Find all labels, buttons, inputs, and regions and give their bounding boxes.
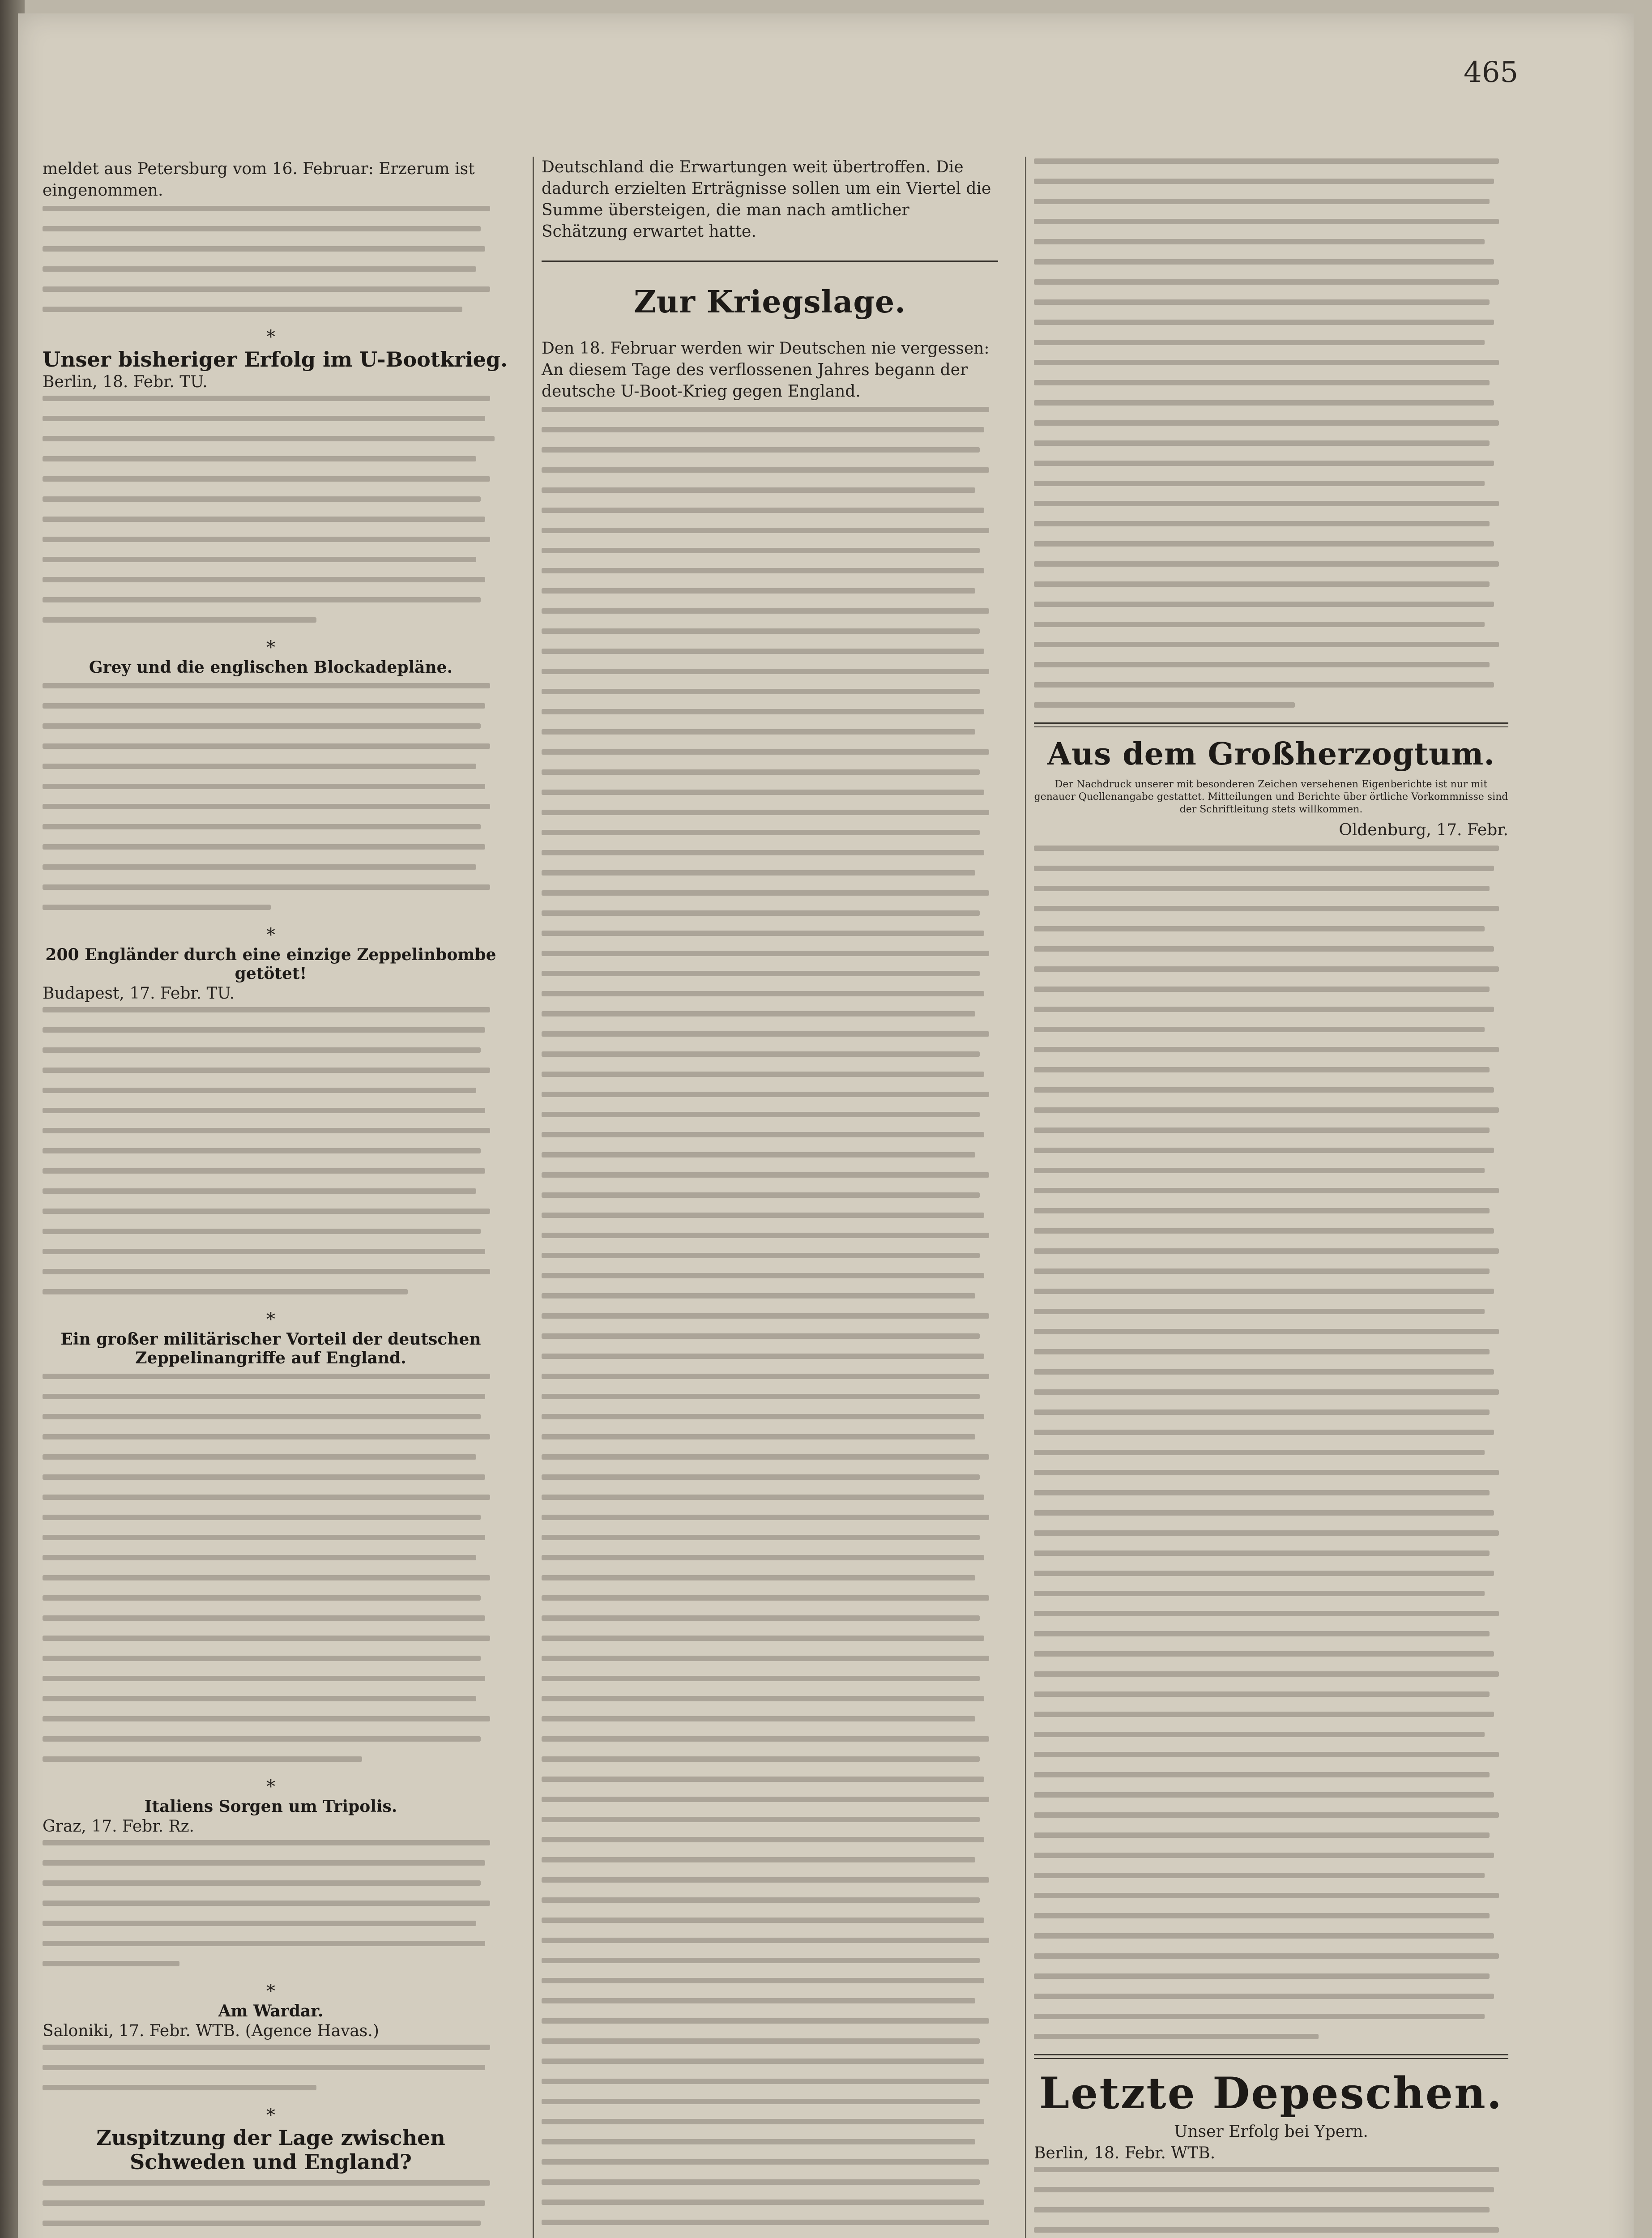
text-line: [43, 1696, 476, 1701]
text-line: [1034, 1128, 1490, 1133]
text-line: [1034, 219, 1499, 224]
text-line: [542, 649, 984, 654]
col2-intro: Deutschland die Erwartungen weit übertroffen. Die dadurch erzielten Erträgnisse sollen um ein Viertel die Summe übersteigen, die man nach amtlicher Schätzung erwartet hatte.: [542, 158, 991, 241]
text-line: [43, 266, 476, 272]
text-line: [1034, 602, 1494, 607]
text-line: [542, 1716, 975, 1721]
text-line: [542, 1454, 989, 1460]
text-line: [1034, 561, 1499, 567]
text-line: [43, 476, 490, 482]
text-line: [1034, 1047, 1499, 1052]
text-line: [1034, 1208, 1490, 1213]
col1-headline-tripolis: Italiens Sorgen um Tripolis.: [144, 1797, 397, 1816]
text-line: [43, 1007, 490, 1012]
text-line: [542, 931, 984, 936]
text-line: [542, 1374, 989, 1379]
text-line: [1034, 662, 1490, 667]
text-line: [43, 1128, 490, 1133]
text-line: [542, 1515, 989, 1520]
text-line: [1034, 866, 1494, 871]
text-line: [43, 723, 481, 729]
col1-intro: meldet aus Petersburg vom 16. Februar: Erzerum ist eingenommen.: [43, 160, 475, 200]
text-line: [43, 1495, 490, 1500]
text-line: [542, 991, 984, 996]
text-line: [43, 1636, 490, 1641]
text-line: [1034, 1430, 1494, 1435]
column-1: [43, 157, 508, 2238]
col2-headline-kriegslage: Zur Kriegslage.: [634, 284, 906, 320]
text-line: [1034, 1349, 1490, 1354]
text-line: [43, 905, 271, 910]
text-line: [43, 517, 485, 522]
text-line: [43, 1474, 485, 1480]
text-line: [43, 1434, 490, 1439]
text-line: [1034, 1510, 1494, 1516]
text-line: [1034, 299, 1490, 305]
text-line: [542, 1777, 984, 1782]
text-line: [43, 1515, 481, 1520]
text-line: [1034, 1087, 1494, 1093]
text-line: [542, 1897, 980, 1903]
text-line: [542, 1132, 984, 1137]
text-line: [43, 396, 490, 401]
text-line: [542, 427, 984, 432]
text-line: [43, 1289, 408, 1294]
text-line: [43, 764, 476, 769]
text-line: [542, 508, 984, 513]
text-line: [542, 2119, 984, 2124]
text-line: [542, 951, 989, 956]
separator-star: *: [266, 327, 275, 347]
text-line: [542, 1072, 984, 1077]
text-line: [542, 2179, 980, 2185]
text-line: [43, 206, 490, 211]
text-line: [542, 1394, 980, 1399]
text-line: [542, 1636, 984, 1641]
text-line: [1034, 461, 1494, 466]
text-line: [43, 1880, 481, 1886]
text-line: [542, 2139, 975, 2144]
text-line: [43, 2221, 481, 2226]
text-line: [43, 2200, 485, 2206]
text-line: [43, 246, 485, 252]
text-line: [43, 1108, 485, 1113]
text-line: [542, 1313, 989, 1319]
text-line: [1034, 1107, 1499, 1113]
text-line: [43, 226, 481, 231]
text-line: [1034, 906, 1499, 911]
separator-star: *: [266, 1981, 275, 2002]
text-line: [43, 416, 485, 421]
text-line: [1034, 158, 1499, 164]
col3-headline-depeschen: Letzte Depeschen.: [1039, 2068, 1503, 2118]
text-line: [542, 608, 989, 614]
text-line: [43, 743, 490, 749]
text-line: [542, 628, 980, 634]
text-line: [1034, 1168, 1485, 1173]
text-line: [1034, 1248, 1499, 1254]
text-line: [542, 1736, 989, 1742]
text-line: [542, 2099, 980, 2104]
col1-headline-zeppelin: 200 Engländer durch eine einzige Zeppelinbombe getötet!: [45, 945, 496, 983]
text-line: [1034, 1188, 1499, 1193]
text-line: [542, 447, 980, 453]
text-line: [43, 597, 481, 602]
text-line: [1034, 1671, 1499, 1677]
col1-headline-uboot: Unser bisheriger Erfolg im U-Bootkrieg.: [43, 347, 508, 372]
separator-star: *: [266, 1777, 275, 1797]
text-line: [542, 1031, 989, 1037]
text-line: [1034, 946, 1494, 952]
text-line: [43, 1068, 490, 1073]
text-line: [542, 1253, 980, 1258]
text-line: [1034, 642, 1499, 647]
text-line: [43, 1168, 485, 1174]
text-line: [43, 1676, 485, 1681]
text-line: [1034, 1973, 1490, 1979]
text-line: [542, 1676, 980, 1681]
text-line: [1034, 987, 1490, 992]
text-line: [1034, 1933, 1494, 1939]
text-line: [43, 1615, 485, 1621]
text-line: [1034, 1571, 1494, 1576]
text-line: [1034, 1309, 1485, 1314]
text-line: [1034, 259, 1494, 265]
text-line: [43, 1088, 476, 1093]
text-line: [1034, 360, 1499, 365]
text-line: [542, 1938, 989, 1943]
text-line: [43, 1454, 476, 1460]
text-line: [542, 2059, 984, 2064]
col3-dateline-berlin-1: Berlin, 18. Febr. WTB.: [1034, 2144, 1216, 2162]
text-line: [1034, 1007, 1494, 1012]
text-line: [542, 749, 989, 755]
text-line: [43, 1921, 476, 1926]
text-line: [542, 2038, 980, 2044]
text-line: [43, 537, 490, 542]
text-line: [43, 1027, 485, 1033]
text-line: [43, 1209, 490, 1214]
text-line: [1034, 340, 1485, 345]
text-line: [1034, 1691, 1490, 1697]
text-line: [43, 2045, 490, 2050]
text-line: [1034, 279, 1499, 285]
text-line: [43, 1047, 481, 1053]
text-line: [542, 1817, 980, 1822]
text-line: [1034, 846, 1499, 851]
text-line: [1034, 2014, 1485, 2019]
text-line: [43, 1941, 485, 1946]
column-2: [542, 157, 998, 2238]
col3-dateline-oldenburg: Oldenburg, 17. Febr.: [1339, 821, 1508, 839]
text-line: [542, 487, 975, 493]
text-line: [1034, 1450, 1485, 1455]
text-line: [43, 307, 462, 312]
text-line: [542, 830, 980, 835]
text-line: [1034, 1853, 1494, 1858]
text-line: [1034, 2227, 1499, 2233]
text-line: [1034, 1289, 1494, 1294]
text-line: [1034, 1148, 1494, 1153]
text-line: [43, 1374, 490, 1379]
text-line: [542, 548, 980, 553]
text-line: [542, 588, 975, 594]
text-line: [1034, 541, 1494, 547]
text-line: [1034, 682, 1494, 688]
separator-star: *: [266, 637, 275, 658]
text-line: [542, 1172, 989, 1178]
text-line: [542, 790, 984, 795]
text-line: [542, 1575, 975, 1580]
text-line: [542, 1555, 984, 1560]
text-line: [43, 844, 485, 850]
text-line: [1034, 1893, 1499, 1898]
text-line: [43, 2065, 485, 2070]
text-line: [43, 1575, 490, 1580]
text-line: [542, 2079, 989, 2084]
text-line: [542, 2200, 984, 2205]
text-line: [1034, 239, 1485, 244]
text-line: [1034, 481, 1485, 486]
text-line: [1034, 1712, 1494, 1717]
col1-headline-wardar: Am Wardar.: [218, 2002, 324, 2020]
text-line: [43, 456, 476, 461]
text-line: [542, 407, 989, 412]
text-line: [43, 617, 316, 623]
text-line: [1034, 1913, 1490, 1918]
text-line: [542, 709, 984, 714]
col1-dateline-berlin: Berlin, 18. Febr. TU.: [43, 373, 208, 391]
text-line: [43, 557, 476, 562]
text-line: [542, 810, 989, 815]
text-line: [1034, 1832, 1490, 1838]
text-line: [542, 1192, 980, 1198]
text-line: [1034, 1369, 1494, 1375]
text-line: [542, 1474, 980, 1480]
text-line: [43, 1555, 476, 1560]
text-line: [1034, 420, 1499, 426]
text-line: [542, 1112, 980, 1117]
text-line: [1034, 926, 1485, 931]
text-line: [43, 1229, 481, 1234]
text-line: [542, 850, 984, 855]
text-line: [43, 1840, 490, 1845]
separator-star: *: [266, 1309, 275, 1330]
text-line: [43, 1756, 362, 1762]
text-line: [542, 1595, 989, 1601]
text-line: [1034, 1329, 1499, 1334]
text-line: [542, 1434, 975, 1439]
text-line: [542, 467, 989, 473]
text-line: [542, 689, 980, 694]
text-line: [1034, 1409, 1490, 1415]
text-line: [43, 1148, 481, 1153]
text-line: [43, 286, 490, 292]
text-line: [1034, 1228, 1494, 1234]
text-line: [542, 769, 980, 775]
col1-headline-vorteil: Ein großer militärischer Vorteil der deutschen Zeppelinangriffe auf England.: [60, 1330, 481, 1367]
text-line: [43, 884, 490, 890]
col1-headline-grey: Grey und die englischen Blockadepläne.: [89, 658, 453, 677]
text-line: [542, 1797, 989, 1802]
text-line: [1034, 1027, 1485, 1032]
text-line: [542, 1857, 975, 1862]
text-line: [542, 1998, 975, 2003]
text-line: [1034, 521, 1490, 526]
text-line: [43, 824, 481, 829]
text-line: [542, 1213, 984, 1218]
text-line: [1034, 1550, 1490, 1556]
text-line: [1034, 1651, 1494, 1657]
text-line: [1034, 1067, 1490, 1072]
text-line: [542, 1918, 984, 1923]
text-line: [1034, 2167, 1499, 2172]
text-line: [1034, 440, 1490, 446]
text-line: [43, 1269, 490, 1274]
text-line: [1034, 380, 1490, 385]
text-line: [43, 1595, 481, 1601]
col1-dateline-budapest: Budapest, 17. Febr. TU.: [43, 984, 235, 1003]
text-line: [542, 1051, 980, 1057]
text-line: [1034, 501, 1499, 506]
column-rule-2: [1025, 157, 1026, 2238]
text-line: [1034, 179, 1494, 184]
text-line: [542, 1656, 989, 1661]
text-line: [1034, 1611, 1499, 1616]
col3-headline-grossherzogtum: Aus dem Großherzogtum.: [1047, 736, 1495, 772]
text-line: [542, 1756, 980, 1762]
page-number: 465: [1464, 56, 1519, 89]
text-line: [1034, 1631, 1490, 1636]
text-line: [43, 1249, 485, 1254]
text-line: [1034, 2187, 1494, 2192]
text-line: [542, 870, 975, 876]
col1-dateline-graz: Graz, 17. Febr. Rz.: [43, 1817, 194, 1836]
text-line: [1034, 400, 1494, 406]
text-line: [542, 1293, 975, 1298]
text-line: [43, 1414, 481, 1419]
text-line: [542, 1958, 980, 1963]
text-line: [542, 1273, 984, 1278]
text-line: [542, 2159, 989, 2165]
text-line: [1034, 966, 1499, 972]
text-line: [542, 1696, 984, 1701]
column-rule-1: [533, 157, 534, 2238]
text-line: [542, 1615, 980, 1621]
text-line: [1034, 1732, 1485, 1737]
text-line: [43, 683, 490, 688]
text-line: [542, 528, 989, 533]
text-line: [1034, 1752, 1499, 1757]
text-line: [542, 1877, 989, 1883]
text-line: [542, 1414, 984, 1419]
text-line: [43, 804, 490, 809]
text-line: [43, 1901, 490, 1906]
text-line: [43, 1961, 179, 1966]
text-line: [1034, 702, 1295, 708]
text-line: [1034, 886, 1490, 891]
text-line: [542, 1333, 980, 1339]
text-line: [1034, 1268, 1490, 1274]
text-line: [43, 1716, 490, 1721]
text-line: [1034, 1591, 1485, 1596]
text-line: [542, 1535, 980, 1540]
text-line: [1034, 581, 1490, 587]
text-line: [542, 1011, 975, 1016]
text-line: [542, 2018, 989, 2024]
text-line: [1034, 2034, 1319, 2039]
col2-lead: Den 18. Februar werden wir Deutschen nie vergessen: An diesem Tage des verflossenen Jahres begann der deutsche U-Boot-Krieg gegen England.: [542, 339, 990, 401]
text-line: [43, 784, 485, 789]
text-line: [43, 1656, 481, 1661]
column-3: [1034, 157, 1508, 2238]
text-line: [43, 1188, 476, 1194]
text-line: [1034, 2207, 1490, 2212]
text-line: [1034, 1490, 1490, 1495]
text-line: [1034, 622, 1485, 627]
text-line: [43, 1535, 485, 1540]
text-line: [542, 910, 980, 916]
col1-dateline-saloniki: Saloniki, 17. Febr. WTB. (Agence Havas.): [43, 2022, 379, 2040]
text-line: [1034, 199, 1490, 204]
text-line: [43, 1394, 485, 1399]
separator-star: *: [266, 925, 275, 945]
text-line: [542, 1837, 984, 1842]
text-line: [542, 971, 980, 976]
col1-headline-schweden: Zuspitzung der Lage zwischen Schweden und England?: [96, 2126, 445, 2174]
text-line: [43, 1860, 485, 1866]
text-line: [542, 1354, 984, 1359]
text-line: [1034, 1772, 1490, 1777]
text-line: [1034, 1389, 1499, 1395]
text-line: [542, 2220, 989, 2225]
text-line: [542, 1495, 984, 1500]
text-line: [43, 864, 476, 870]
text-line: [43, 436, 495, 441]
text-line: [542, 729, 975, 735]
col3-subhead-ypern: Unser Erfolg bei Ypern.: [1174, 2123, 1368, 2141]
text-line: [542, 890, 989, 896]
text-line: [1034, 1812, 1499, 1818]
text-line: [1034, 320, 1494, 325]
text-line: [43, 2180, 490, 2186]
text-line: [1034, 1792, 1494, 1798]
text-line: [542, 1152, 975, 1157]
text-line: [542, 568, 984, 573]
text-line: [43, 577, 485, 582]
text-line: [1034, 1530, 1499, 1536]
text-line: [43, 1736, 481, 1742]
text-line: [43, 703, 485, 709]
text-line: [1034, 1873, 1485, 1878]
text-line: [542, 1233, 989, 1238]
text-line: [542, 669, 989, 674]
text-line: [542, 1092, 989, 1097]
col3-reprint-note: Der Nachdruck unserer mit besonderen Zeichen versehenen Eigenberichte ist nur mit genauer Quellenangabe gestattet. Mitteilungen und Berichte über örtliche Vorkommnisse sind der Schriftleitung stets willkommen.: [1034, 779, 1508, 815]
text-line: [1034, 1470, 1499, 1475]
text-line: [1034, 1994, 1494, 1999]
separator-star: *: [266, 2105, 275, 2126]
text-line: [1034, 1953, 1499, 1959]
text-line: [542, 1978, 984, 1983]
text-line: [43, 496, 481, 502]
text-line: [43, 2085, 316, 2090]
